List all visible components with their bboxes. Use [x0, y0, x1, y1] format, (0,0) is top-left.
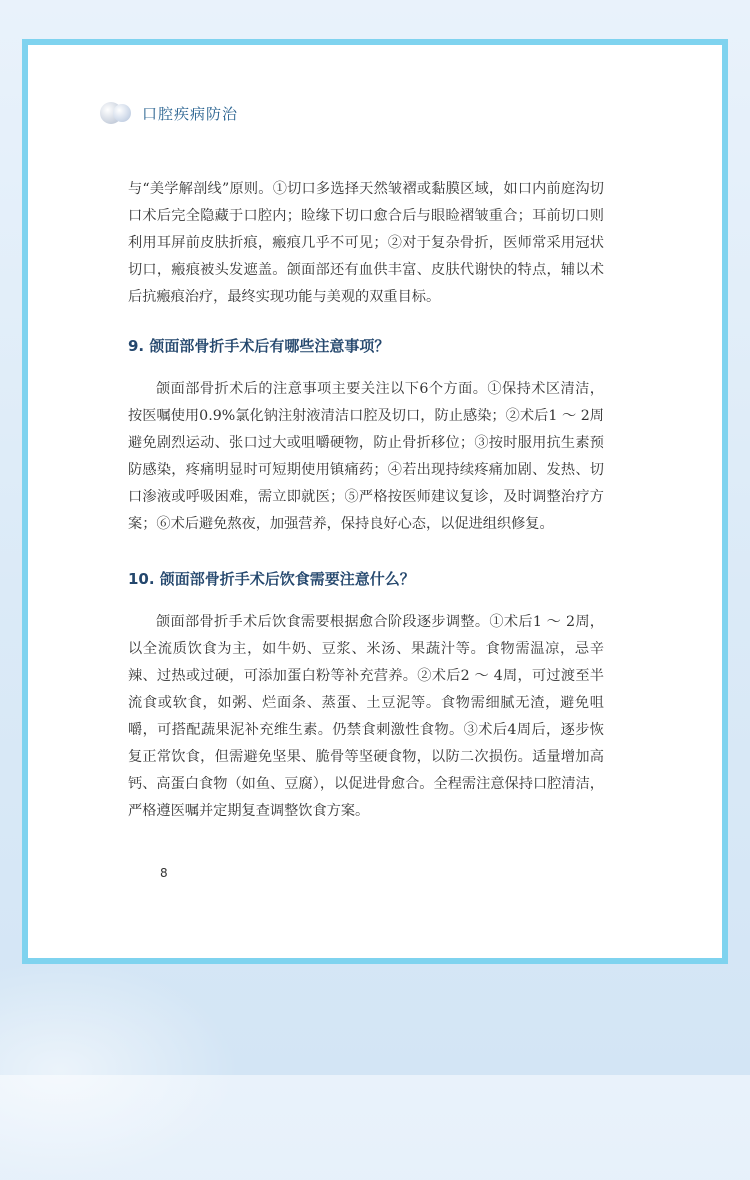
header-circles-icon	[100, 100, 136, 126]
circle-right-icon	[113, 104, 131, 122]
running-header	[100, 100, 238, 126]
page-content	[128, 176, 604, 825]
page-number: 8	[160, 866, 168, 880]
section-body-9: 颌面部骨折术后的注意事项主要关注以下6个方面。①保持术区清洁，按医嘱使用0.9%氯化钠注射液清洁口腔及切口，防止感染；②术后1 ～ 2周避免剧烈运动、张口过大或咀嚼硬物，防止骨折移位；③按时服用抗生素预防感染，疼痛明显时可短期使用镇痛药；④若出现持续疼痛加剧、发热、切口渗液或呼吸困难，需立即就医；⑤严格按医师建议复诊，及时调整治疗方案；⑥术后避免熬夜，加强营养，保持良好心态，以促进组织修复。	[128, 381, 604, 532]
header-title: 口腔疾病防治	[142, 104, 239, 123]
intro-paragraph: 与“美学解剖线”原则。①切口多选择天然皱褶或黏膜区域，如口内前庭沟切口术后完全隐藏于口腔内；睑缘下切口愈合后与眼睑褶皱重合；耳前切口则利用耳屏前皮肤折痕，瘢痕几乎不可见；②对于复杂骨折，医师常采用冠状切口，瘢痕被头发遮盖。颌面部还有血供丰富、皮肤代谢快的特点，辅以术后抗瘢痕治疗，最终实现功能与美观的双重目标。	[128, 181, 604, 305]
background-decoration	[0, 960, 240, 1180]
section-body-10: 颌面部骨折手术后饮食需要根据愈合阶段逐步调整。①术后1 ～ 2周，以全流质饮食为主，如牛奶、豆浆、米汤、果蔬汁等。食物需温凉，忌辛辣、过热或过硬，可添加蛋白粉等补充营养。②术后2 ～ 4周，可过渡至半流食或软食，如粥、烂面条、蒸蛋、土豆泥等。食物需细腻无渣，避免咀嚼，可搭配蔬果泥补充维生素。仍禁食刺激性食物。③术后4周后，逐步恢复正常饮食，但需避免坚果、脆骨等坚硬食物，以防二次损伤。适量增加高钙、高蛋白食物（如鱼、豆腐），以促进骨愈合。全程需注意保持口腔清洁，严格遵医嘱并定期复查调整饮食方案。	[128, 614, 604, 819]
section-heading-9: 9. 颌面部骨折手术后有哪些注意事项？	[128, 337, 390, 355]
section-heading-10: 10. 颌面部骨折手术后饮食需要注意什么？	[128, 570, 415, 588]
